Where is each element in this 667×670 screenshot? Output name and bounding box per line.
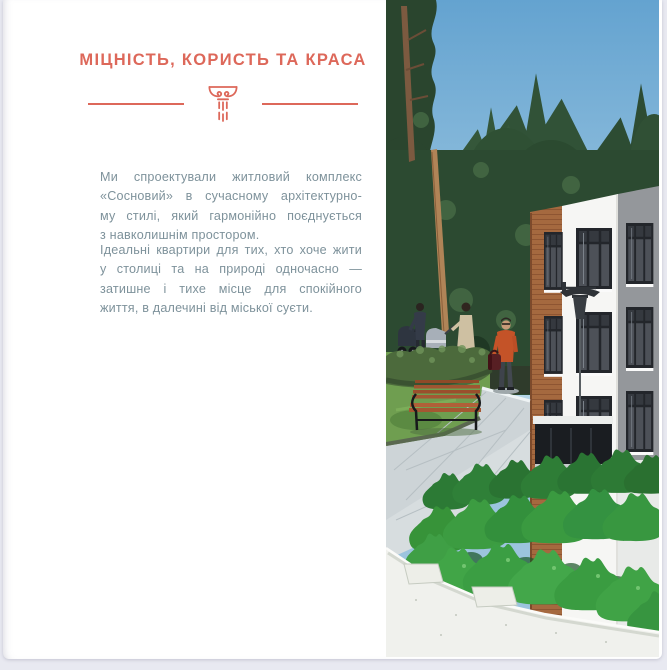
ionic-column-icon [206, 83, 240, 125]
intro-paragraph [100, 168, 362, 245]
residential-complex-photo [386, 0, 659, 657]
text-line: затишне і тихе місце для спокійного [100, 281, 362, 296]
ideal-apartments-paragraph [100, 241, 362, 318]
text-line: му стилі, який гармонійно поєднується [100, 208, 362, 223]
text-line: життя, в далечині від міської суєти. [100, 300, 313, 315]
brochure-page [3, 0, 662, 659]
text-line: у столиці та на природі одночасно — [100, 262, 362, 277]
text-line: з навколишнім простором. [100, 227, 260, 242]
text-line: Ми спроектували житловий комплекс [100, 170, 362, 184]
planter-post-cap [472, 587, 517, 607]
planter-post-cap [404, 564, 443, 584]
page-title: МІЦНІСТЬ, КОРИСТЬ ТА КРАСА [79, 51, 367, 69]
divider-line-right [262, 103, 358, 105]
divider-line-left [88, 103, 184, 105]
title-divider [33, 80, 413, 128]
text-line: «Сосновий» в сучасному архітектурно- [100, 189, 362, 204]
text-line: Ідеальні квартири для тих, хто хоче жити [100, 243, 362, 257]
